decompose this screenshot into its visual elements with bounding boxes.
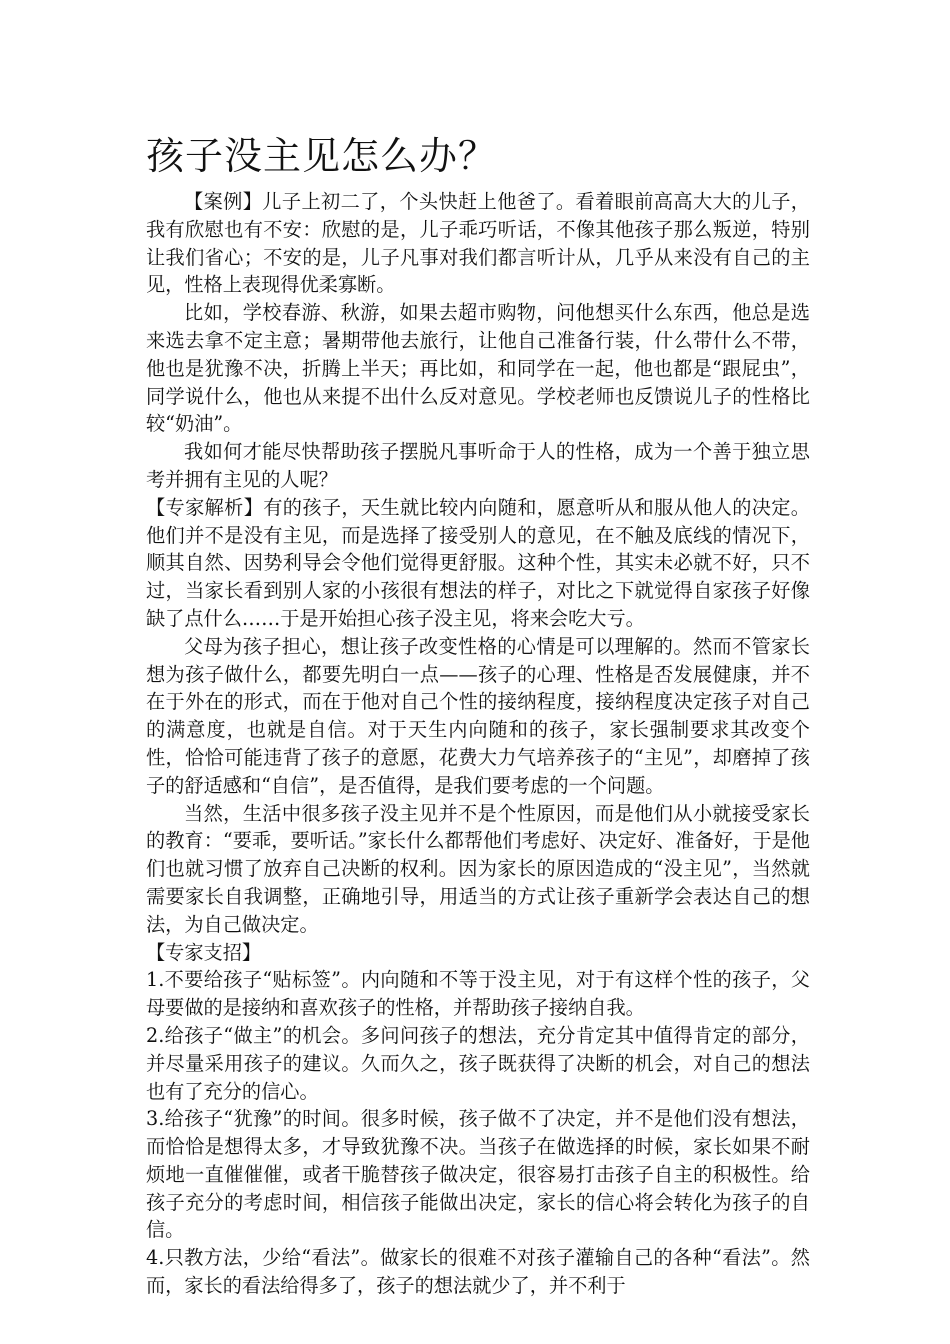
- document-body: [146, 188, 810, 1300]
- paragraph: 比如，学校春游、秋游，如果去超市购物，问他想买什么东西，他总是选来选去拿不定主意；暑期带他去旅行，让他自己准备行装，什么带什么不带，他也是犹豫不决，折腾上半天；再比如，和同学在一起，他也都是“跟屁虫”，同学说什么，他也从来提不出什么反对意见。学校老师也反馈说儿子的性格比较“奶油”。: [146, 301, 810, 436]
- paragraph: 4.只教方法，少给“看法”。做家长的很难不对孩子灌输自己的各种“看法”。然而，家长的看法给得多了，孩子的想法就少了，并不利于: [146, 1246, 810, 1298]
- paragraph: 3.给孩子“犹豫”的时间。很多时候，孩子做不了决定，并不是他们没有想法，而恰恰是想得太多，才导致犹豫不决。当孩子在做选择的时候，家长如果不耐烦地一直催催催，或者干脆替孩子做决定，很容易打击孩子自主的积极性。给孩子充分的考虑时间，相信孩子能做出决定，家长的信心将会转化为孩子的自信。: [146, 1107, 810, 1242]
- paragraph: 2.给孩子“做主”的机会。多问问孩子的想法，充分肯定其中值得肯定的部分，并尽量采用孩子的建议。久而久之，孩子既获得了决断的机会，对自己的想法也有了充分的信心。: [146, 1023, 810, 1103]
- document-title: 孩子没主见怎么办？: [146, 134, 498, 178]
- paragraph: 【专家解析】有的孩子，天生就比较内向随和，愿意听从和服从他人的决定。他们并不是没有主见，而是选择了接受别人的意见，在不触及底线的情况下，顺其自然、因势利导会令他们觉得更舒服。这种个性，其实未必就不好，只不过，当家长看到别人家的小孩很有想法的样子，对比之下就觉得自家孩子好像缺了点什么……于是开始担心孩子没主见，将来会吃大亏。: [146, 495, 810, 630]
- paragraph: 我如何才能尽快帮助孩子摆脱凡事听命于人的性格，成为一个善于独立思考并拥有主见的人呢？: [146, 440, 810, 491]
- document-page: [146, 128, 810, 1300]
- paragraph: 当然，生活中很多孩子没主见并不是个性原因，而是他们从小就接受家长的教育：“要乖，要听话。”家长什么都帮他们考虑好、决定好、准备好，于是他们也就习惯了放弃自己决断的权利。因为家长的原因造成的“没主见”，当然就需要家长自我调整，正确地引导，用适当的方式让孩子重新学会表达自己的想法，为自己做决定。: [146, 801, 810, 936]
- paragraph: 父母为孩子担心，想让孩子改变性格的心情是可以理解的。然而不管家长想为孩子做什么，都要先明白一点——孩子的心理、性格是否发展健康，并不在于外在的形式，而在于他对自己个性的接纳程度，接纳程度决定孩子对自己的满意度，也就是自信。对于天生内向随和的孩子，家长强制要求其改变个性，恰恰可能违背了孩子的意愿，花费大力气培养孩子的“主见”，却磨掉了孩子的舒适感和“自信”，是否值得，是我们要考虑的一个问题。: [146, 634, 810, 797]
- paragraph: 【专家支招】: [146, 940, 262, 964]
- paragraph: 1.不要给孩子“贴标签”。内向随和不等于没主见，对于有这样个性的孩子，父母要做的是接纳和喜欢孩子的性格，并帮助孩子接纳自我。: [146, 968, 810, 1020]
- paragraph: 【案例】儿子上初二了，个头快赶上他爸了。看着眼前高高大大的儿子，我有欣慰也有不安：欣慰的是，儿子乖巧听话，不像其他孩子那么叛逆，特别让我们省心；不安的是，儿子凡事对我们都言听计从，几乎从来没有自己的主见，性格上表现得优柔寡断。: [146, 190, 810, 297]
